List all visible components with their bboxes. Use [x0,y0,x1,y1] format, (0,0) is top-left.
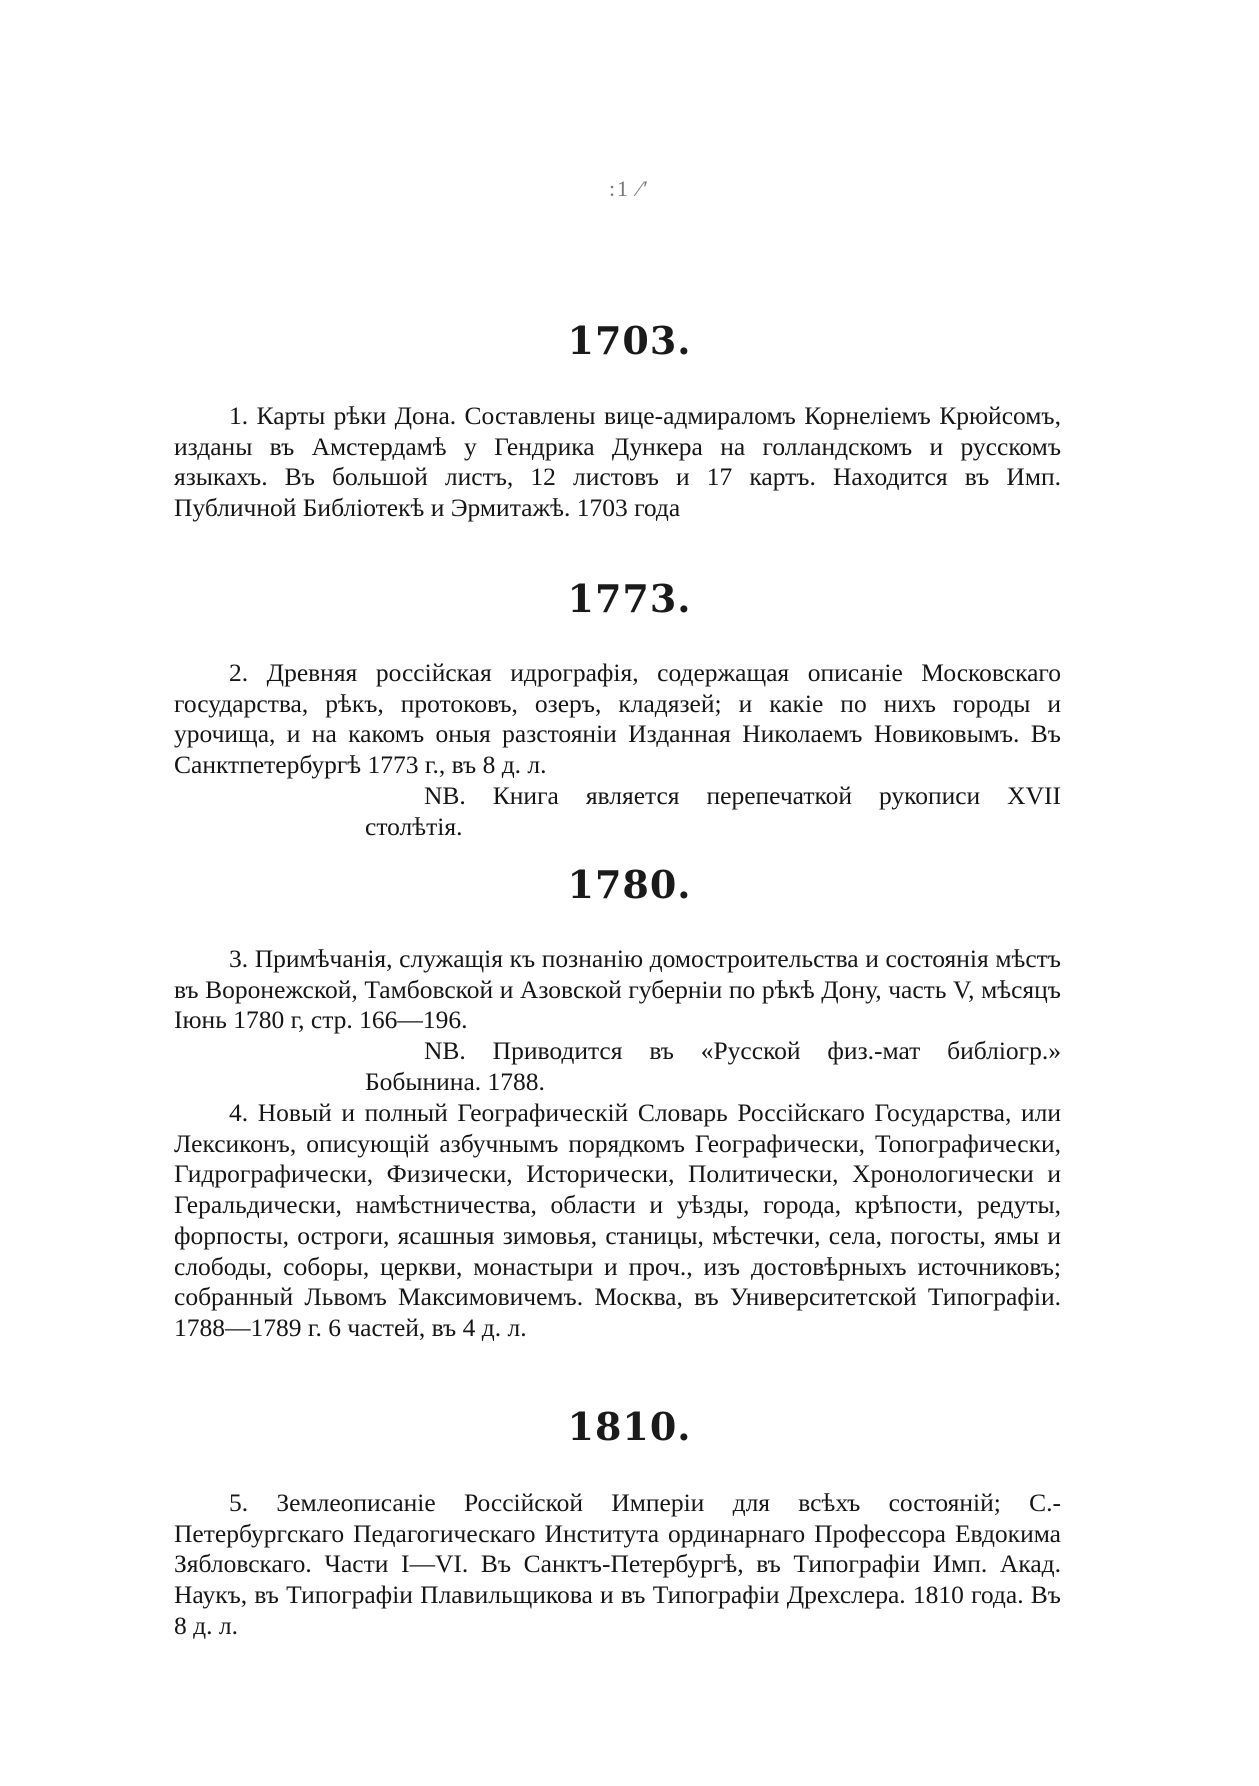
entry-1-paragraph: 1. Карты рѣки Дона. Составлены вице-адмираломъ Корнеліемъ Крюйсомъ, изданы въ Амстердамѣ у Гендрика Дункера на голландскомъ и русскомъ языкахъ. Въ большой листъ, 12 листовъ и 17 картъ. Находится въ Имп. Публичной Библіотекѣ и Эрмитажѣ. 1703 года [174,401,1061,523]
entry-5-paragraph: 5. Землеописаніе Россійской Имперіи для всѣхъ состояній; С.-Петербургскаго Педагогическаго Института ординарнаго Профессора Евдокима Зябловскаго. Части I—VI. Въ Санктъ-Петербургѣ, въ Типографіи Имп. Акад. Наукъ, въ Типографіи Плавильщикова и въ Типографіи Дрехслера. 1810 года. Въ 8 д. л. [174,1488,1061,1640]
entry-4-paragraph: 4. Новый и полный Географическій Словарь Россійскаго Государства, или Лексиконъ, описующій азбучнымъ порядкомъ Географически, Топографически, Гидрографически, Физически, Исторически, Политически, Хронологически и Геральдически, намѣстничества, области и уѣзды, города, крѣпости, редуты, форпосты, остроги, ясашныя зимовья, станицы, мѣстечки, села, погосты, ямы и слободы, соборы, церкви, монастыри и проч., изъ достовѣрныхъ источниковъ; собранный Львомъ Максимовичемъ. Москва, въ Университетской Типографіи. 1788—1789 г. 6 частей, въ 4 д. л. [174,1098,1061,1342]
page-number: :1 ⁄′ [608,176,651,201]
entry-3-paragraph: 3. Примѣчанія, служащія къ познанію домостроительства и состоянія мѣстъ въ Воронежской, Тамбовской и Азовской губерніи по рѣкѣ Дону, часть V, мѣсяцъ Іюнь 1780 г, стр. 166—196. [174,944,1061,1035]
entry-3-note: NB. Приводится въ «Русской физ.-мат библіогр.» [424,1036,1061,1065]
entry-3-note-continuation: Бобынина. 1788. [365,1067,545,1096]
year-heading-1703: 1703. [567,318,692,363]
year-heading-1810: 1810. [567,1404,692,1449]
year-heading-1773: 1773. [567,576,692,621]
entry-2-note-continuation: столѣтія. [365,812,463,841]
entry-2-paragraph: 2. Древняя россійская идрографія, содержащая описаніе Московскаго государства, рѣкъ, протоковъ, озеръ, кладязей; и какіе по нихъ городы и урочища, и на какомъ оныя разстояніи Изданная Николаемъ Новиковымъ. Въ Санктпетербургѣ 1773 г., въ 8 д. л. [174,658,1061,780]
year-heading-1780: 1780. [567,862,692,907]
entry-2-note: NB. Книга является перепечаткой рукописи XVII [424,781,1061,810]
